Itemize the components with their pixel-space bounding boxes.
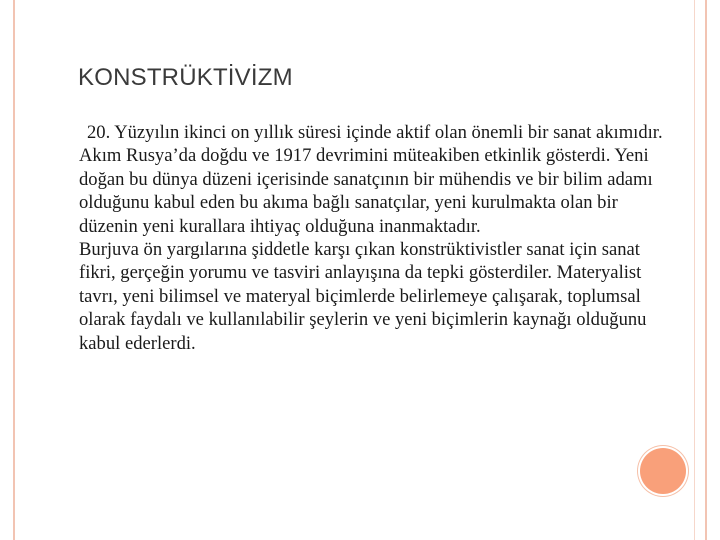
slide-frame-left-border (13, 0, 15, 540)
decorative-circle (640, 448, 686, 494)
body-paragraph-1: 20. Yüzyılın ikinci on yıllık süresi içinde aktif olan önemli bir sanat akımıdır. Akım Rusya’da doğdu ve 1917 devrimini müteakiben etkinlik gösterdi. Yeni doğan bu dünya düzeni içerisinde sanatçının bir mühendis ve bir bilim adamı olduğunu kabul eden bu akıma bağlı sanatçılar, yeni kurulmakta olan bir düzenin yeni kurallara ihtiyaç olduğuna inanmaktadır. (79, 122, 663, 237)
body-paragraph-2: Burjuva ön yargılarına şiddetle karşı çıkan konstrüktivistler sanat için sanat fikri, gerçeğin yorumu ve tasviri anlayışına da tepki gösterdiler. Materyalist tavrı, yeni bilimsel ve materyal biçimlerde belirlemeye çalışarak, toplumsal olarak faydalı ve kullanılabilir şeylerin ve yeni biçimlerin kaynağı olduğunu kabul ederlerdi. (79, 239, 647, 354)
slide-title: KONSTRÜKTİVİZM (78, 64, 293, 91)
slide-frame-right-border (705, 0, 707, 540)
slide-body (79, 121, 675, 355)
slide-frame-inner-right-border (694, 0, 695, 540)
